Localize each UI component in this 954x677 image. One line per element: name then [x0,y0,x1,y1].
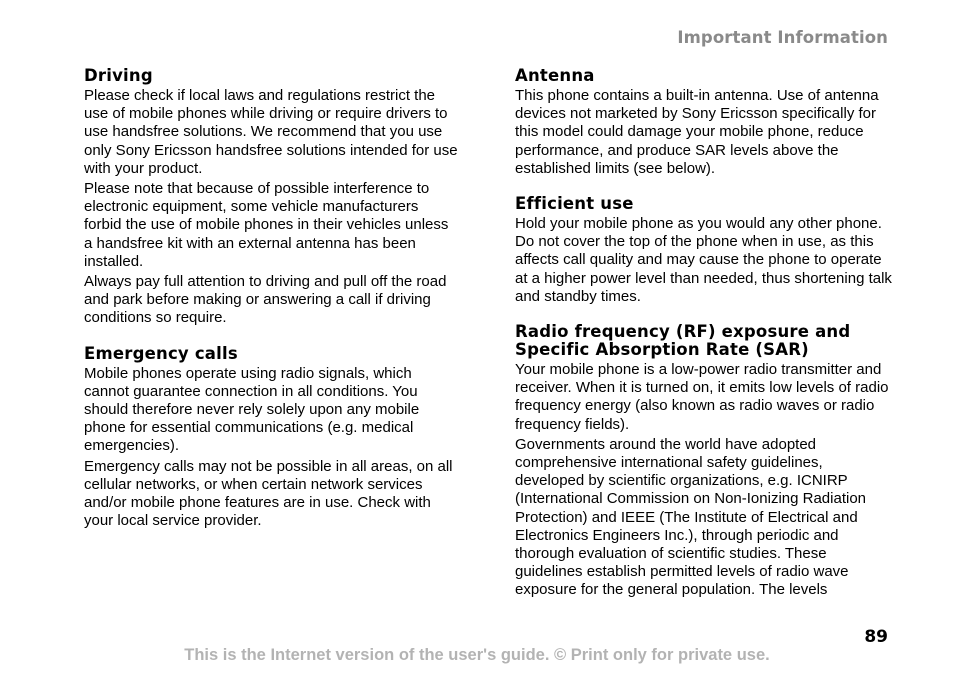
paragraph: Governments around the world have adopted comprehensive international safety guidelines, developed by scientific organizations, e.g. ICNIRP (International Commission on Non-Ionizing Radiation Protection) and IEEE (The Institute of Electrical and Electronics Engineers Inc.), through periodic and thorough evaluation of scientific studies. These guidelines establish permitted levels of radio wave exposure for the general population. The levels [515,435,867,599]
footer-notice: This is the Internet version of the user's guide. © Print only for private use. [184,646,770,664]
section-heading-efficient-use: Efficient use [515,194,634,214]
right-column [515,67,893,617]
paragraph: Please check if local laws and regulations restrict the use of mobile phones while driving or require drivers to use handsfree solutions. We recommend that you use only Sony Ericsson handsfree solutions intended for use with your product. [84,87,458,177]
paragraph: Mobile phones operate using radio signals, which cannot guarantee connection in all conditions. You should therefore never rely solely upon any mobile phone for essential communications (e.g. medical emergencies). [84,364,420,455]
paragraph: Please note that because of possible interference to electronic equipment, some vehicle manufacturers forbid the use of mobile phones in their vehicles unless a handsfree kit with an external antenna has been installed. [84,180,449,270]
paragraph: Emergency calls may not be possible in all areas, on all cellular networks, or when certain network services and/or mobile phone features are in use. Check with your local service provider. [84,457,453,530]
section-rf-exposure [515,323,893,600]
section-heading-driving: Driving [84,66,153,85]
running-header: Important Information [677,28,888,47]
section-heading-emergency-calls: Emergency calls [84,343,238,363]
section-heading-antenna: Antenna [515,66,595,85]
paragraph: This phone contains a built-in antenna. Use of antenna devices not marketed by Sony Ericsson specifically for this model could damage your mobile phone, reduce performance, and produce SAR levels above the established limits (see below). [515,87,879,177]
section-emergency-calls [84,345,459,531]
section-efficient-use [515,195,893,306]
section-driving [84,67,459,328]
page-number: 89 [864,627,888,647]
paragraph: Your mobile phone is a low-power radio transmitter and receiver. When it is turned on, it emits low levels of radio frequency energy (also known as radio waves or radio frequency fields). [515,361,889,433]
paragraph: Hold your mobile phone as you would any other phone. Do not cover the top of the phone when in use, as this affects call quality and may cause the phone to operate at a higher power level than needed, thus shortening talk and standby times. [515,215,892,305]
paragraph: Always pay full attention to driving and pull off the road and park before making or answering a call if driving conditions so require. [84,273,447,327]
section-heading-rf-exposure: Radio frequency (RF) exposure and Specific Absorption Rate (SAR) [515,322,851,360]
section-antenna [515,67,893,178]
left-column [84,67,459,547]
